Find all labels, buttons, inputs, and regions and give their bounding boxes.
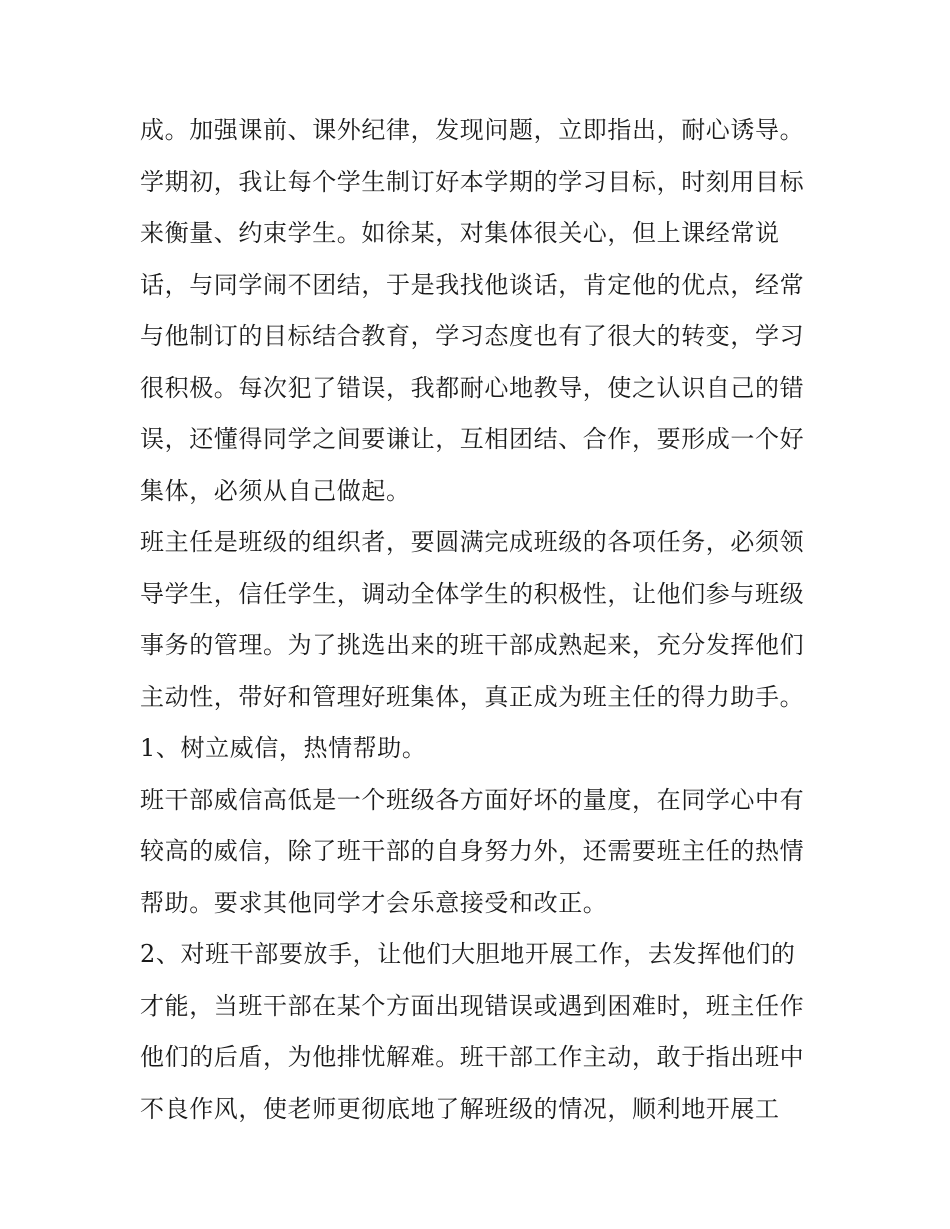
text-line: 集体，必须从自己做起。	[140, 476, 411, 505]
text-line: 不良作风，使老师更彻底地了解班级的情况，顺利地开展工	[140, 1094, 780, 1123]
text-line: 才能，当班干部在某个方面出现错误或遇到困难时，班主任作	[140, 991, 805, 1020]
text-line: 较高的威信，除了班干部的自身努力外，还需要班主任的热情	[140, 837, 805, 865]
body-text	[140, 105, 830, 1135]
text-line: 误，还懂得同学之间要谦让，互相团结、合作，要形成一个好	[140, 425, 805, 453]
text-line: 导学生，信任学生，调动全体学生的积极性，让他们参与班级	[140, 579, 805, 608]
text-line: 班干部威信高低是一个班级各方面好坏的量度，在同学心中有	[140, 785, 805, 814]
text-line: 帮助。要求其他同学才会乐意接受和改正。	[140, 888, 608, 917]
text-line: 来衡量、约束学生。如徐某，对集体很关心，但上课经常说	[140, 219, 780, 247]
text-line: 事务的管理。为了挑选出来的班干部成熟起来，充分发挥他们	[140, 631, 805, 659]
text-line: 主动性，带好和管理好班集体，真正成为班主任的得力助手。	[140, 682, 805, 711]
list-item-heading: 2、对班干部要放手，让他们大胆地开展工作，去发挥他们的	[140, 940, 796, 968]
text-line: 成。加强课前、课外纪律，发现问题，立即指出，耐心诱导。	[140, 116, 805, 144]
text-line: 话，与同学闹不团结，于是我找他谈话，肯定他的优点，经常	[140, 270, 805, 299]
text-line: 很积极。每次犯了错误，我都耐心地教导，使之认识自己的错	[140, 373, 805, 402]
text-line: 他们的后盾，为他排忧解难。班干部工作主动，敢于指出班中	[140, 1043, 805, 1071]
text-line: 班主任是班级的组织者，要圆满完成班级的各项任务，必须领	[140, 528, 805, 556]
text-line: 学期初，我让每个学生制订好本学期的学习目标，时刻用目标	[140, 167, 805, 196]
list-item-heading: 1、树立威信，热情帮助。	[140, 734, 427, 762]
text-line: 与他制订的目标结合教育，学习态度也有了很大的转变，学习	[140, 322, 805, 350]
